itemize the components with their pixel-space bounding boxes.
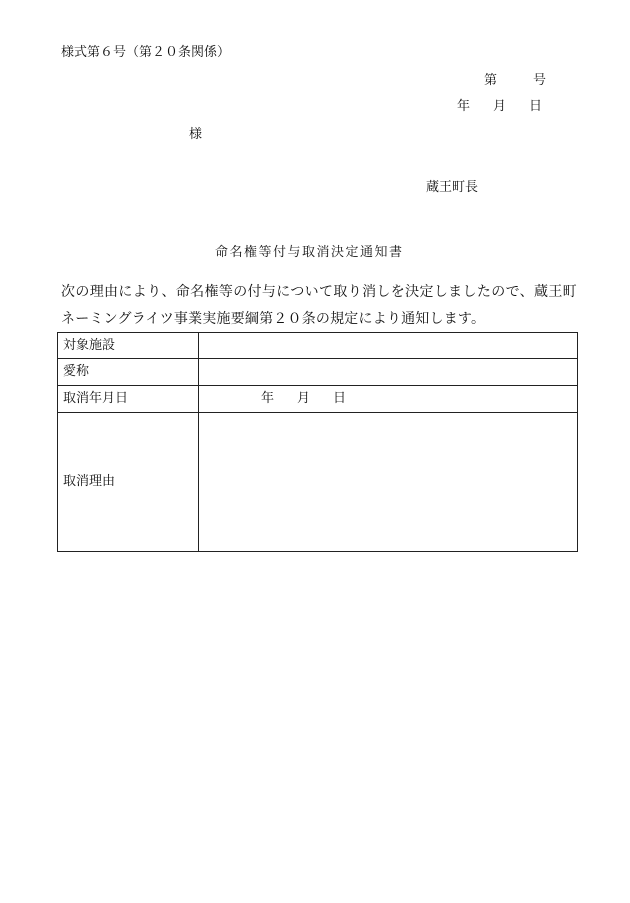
document-number	[484, 73, 546, 89]
addressee: 様	[189, 127, 203, 142]
value-cancel-reason	[199, 413, 578, 552]
issue-date-year: 年	[457, 99, 471, 114]
issue-date-month: 月	[493, 99, 507, 114]
cancel-date-month: 月	[297, 391, 311, 406]
body-text-line-1: 次の理由により、命名権等の付与について取り消しを決定しましたので、蔵王町	[61, 284, 578, 300]
label-cancel-date: 取消年月日	[58, 386, 199, 413]
cancel-date-day: 日	[333, 391, 347, 406]
label-nickname: 愛称	[58, 359, 199, 386]
body-text-line-2: ネーミングライツ事業実施要綱第２０条の規定により通知します。	[61, 311, 486, 327]
value-nickname	[199, 359, 578, 386]
label-target-facility: 対象施設	[58, 333, 199, 359]
table-row	[58, 333, 578, 359]
doc-number-suffix: 号	[533, 73, 547, 88]
sender-name: 蔵王町長	[426, 180, 479, 195]
value-cancel-date	[199, 386, 578, 413]
table-row	[58, 359, 578, 386]
issue-date-day: 日	[529, 99, 543, 114]
form-number: 様式第６号（第２０条関係）	[61, 45, 231, 60]
label-cancel-reason: 取消理由	[58, 413, 199, 552]
cancel-date-year: 年	[261, 391, 275, 406]
info-table	[57, 332, 578, 552]
document-title: 命名権等付与取消決定通知書	[215, 245, 404, 260]
value-target-facility	[199, 333, 578, 359]
table-row	[58, 386, 578, 413]
issue-date	[457, 99, 542, 115]
table-row	[58, 413, 578, 552]
doc-number-prefix: 第	[484, 73, 498, 88]
